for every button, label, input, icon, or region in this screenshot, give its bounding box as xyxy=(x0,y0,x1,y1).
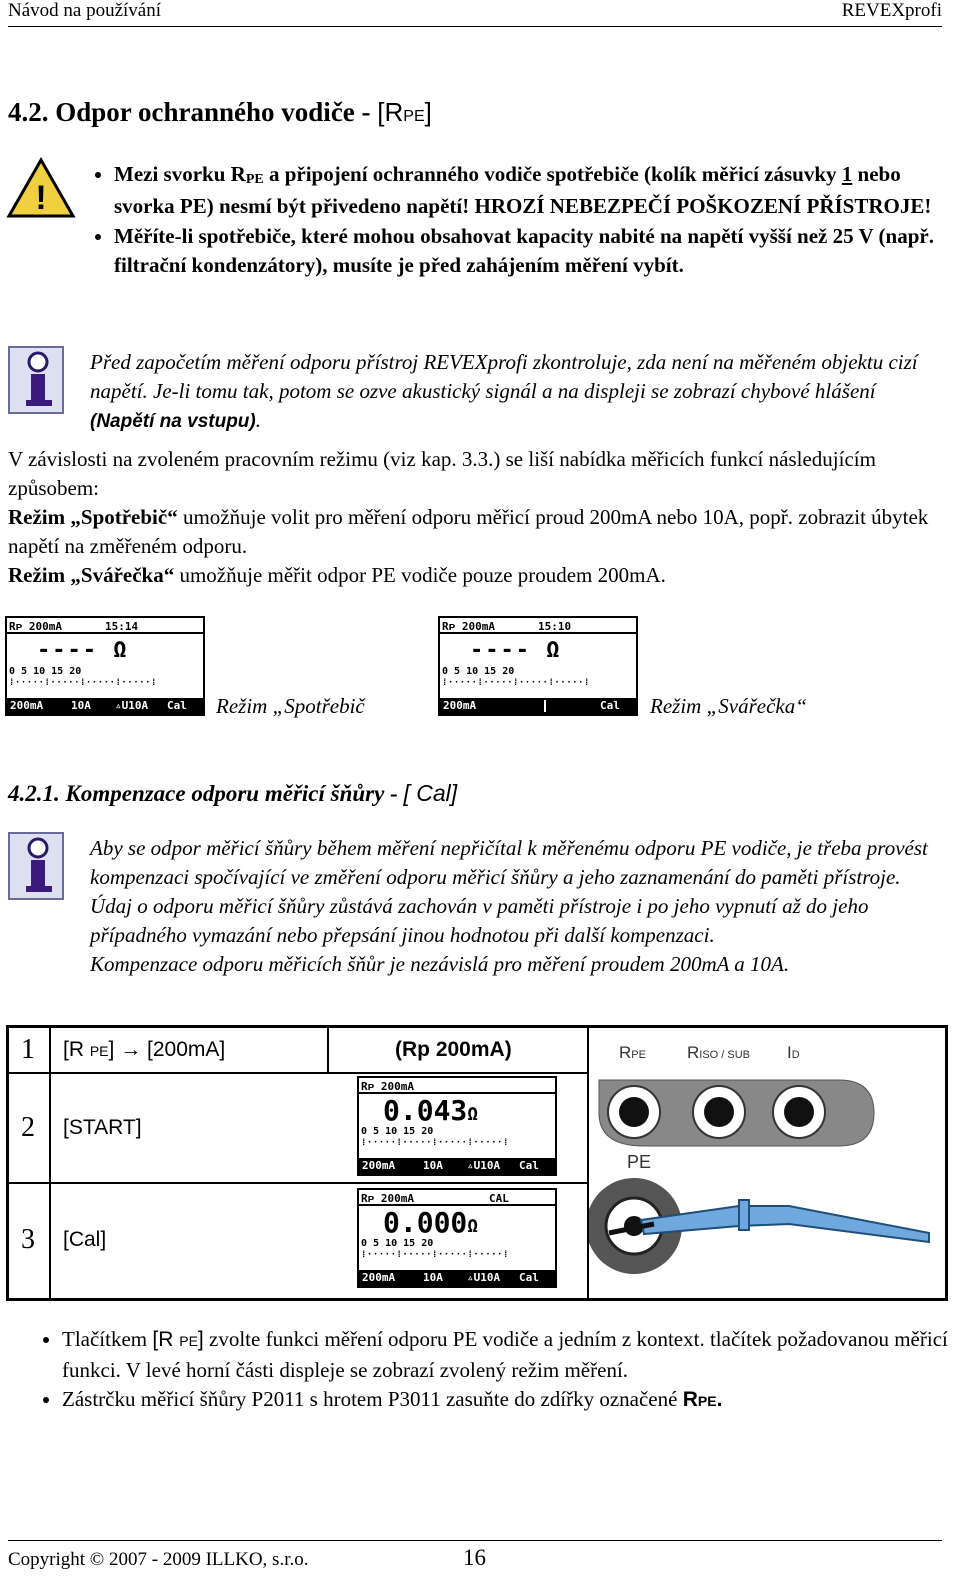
lcd-dots: ⁞·····⁞·····⁞·····⁞·····⁞ xyxy=(442,678,590,688)
lcd-time: 15:10 xyxy=(538,620,572,633)
lcd-title: Rᴘ 200mA xyxy=(361,1192,414,1205)
lcd-dots: ⁞·····⁞·····⁞·····⁞·····⁞ xyxy=(361,1138,509,1148)
lcd-cal-flag: CAL xyxy=(489,1192,509,1205)
lcd-scale: 0 5 10 15 20 xyxy=(361,1126,434,1137)
lcd-softkey-10a: 10A xyxy=(423,1159,443,1172)
header-left: Návod na používání xyxy=(8,0,162,21)
warning-item: • Mezi svorku $R_{PE}$ a připojení ochranného vodiče spotřebiče (kolík měřicí zásuvky 1 nebo svorka PE) nesmí být přivedeno napětí! HROZÍ NEBEZPEČÍ POŠKOZENÍ PŘÍSTROJE! xyxy=(114,160,954,221)
warning-item: • Měříte-li spotřebiče, které mohou obsahovat kapacity nabité na napětí vyšší než 25 V (např. filtrační kondenzátory), musíte je před zahájením měření vybít. xyxy=(114,222,954,280)
instruction-list xyxy=(30,1325,960,1416)
page-number: 16 xyxy=(463,1545,486,1570)
lcd-dots: ⁞·····⁞·····⁞·····⁞·····⁞ xyxy=(361,1250,509,1260)
subsection-title: 4.2.1. Kompenzace odporu měřicí šňůry - [ Cal] xyxy=(8,780,458,806)
lcd-softkey-10a: 10A xyxy=(71,699,91,712)
section-key: [RPE] xyxy=(377,97,432,127)
lcd-softkey-cal: Cal xyxy=(600,699,620,712)
page-footer xyxy=(8,1540,942,1581)
lcd-softkey-du10a: ▵U10A xyxy=(467,1271,501,1284)
lcd-scale: 0 5 10 15 20 xyxy=(9,666,82,677)
footer-copyright: Copyright © 2007 - 2009 ILLKO, s.r.o. xyxy=(8,1549,309,1570)
lcd-dots: ⁞·····⁞·····⁞·····⁞·····⁞ xyxy=(9,678,157,688)
lcd-value: ---- Ω xyxy=(37,638,129,663)
page-header xyxy=(8,0,942,27)
lcd-softkey-200ma: 200mA xyxy=(362,1271,396,1284)
terminal-label-id: ID xyxy=(787,1043,800,1062)
step-3-keys: [Cal] xyxy=(63,1228,107,1251)
lcd-softkey-200ma: 200mA xyxy=(362,1159,396,1172)
info-note-foreign-voltage: Před započetím měření odporu přístroj REVEXprofi zkontroluje, zda není na měřeném objektu cizí napětí. Je-li tomu tak, potom se ozve akustický signál a na displeji se zobrazí chybové hlášení (Napětí na vstupu). xyxy=(90,350,918,432)
lcd-softkey-10a: 10A xyxy=(423,1271,443,1284)
lcd-step-calibrate xyxy=(357,1188,557,1288)
header-right: REVEXprofi xyxy=(841,0,942,21)
step-1-keys: [R PE] → [200mA] xyxy=(63,1038,226,1061)
info-note-compensation: Aby se odpor měřicí šňůry během měření nepřičítal k měřenému odporu PE vodiče, je třeba provést kompenzaci spočívající ve změření odporu měřicí šňůry a jeho zaznamenání do paměti přístroje. Údaj o odporu měřicí šňůry zůstává zachován v paměti přístroje i po jeho vypnutí až do jeho případného vymazání nebo přepsání jinou hodnotou při další kompenzaci. Kompenzace odporu měřicích šňůr je nezávislá pro měření proudem 200mA a 10A. xyxy=(90,836,928,976)
instruction-item: • Tlačítkem [R PE] zvolte funkci měření odporu PE vodiče a jedním z kontext. tlačítek požadovanou měřicí funkci. V levé horní části displeje se zobrazí zvolený režim měření. xyxy=(62,1325,960,1385)
section-title xyxy=(8,97,432,128)
lcd-title: Rᴘ 200mA xyxy=(9,620,62,633)
lcd-scale: 0 5 10 15 20 xyxy=(361,1238,434,1249)
section-title-text: 4.2. Odpor ochranného vodiče - xyxy=(8,97,378,127)
step-number: 1 xyxy=(21,1034,35,1065)
paragraph-consumer-mode: Režim „Spotřebič“ umožňuje volit pro měření odporu měřicí proud 200mA nebo 10A, popř. zobrazit úbytek napětí na změřeném odporu. xyxy=(8,505,929,558)
steps-table xyxy=(6,1025,948,1301)
lcd-caption-consumer: Režim „Spotřebič xyxy=(216,694,365,718)
lcd-value: ---- Ω xyxy=(470,638,562,663)
warning-list xyxy=(82,160,954,281)
lcd-title: Rᴘ 200mA xyxy=(361,1080,414,1093)
lcd-step-measure xyxy=(357,1076,557,1176)
lcd-caption-welder: Režim „Svářečka“ xyxy=(650,694,807,718)
step-number: 3 xyxy=(21,1224,35,1255)
terminal-label-riso: RISO / SUB xyxy=(687,1043,751,1062)
paragraph-welder-mode: Režim „Svářečka“ umožňuje měřit odpor PE vodiče pouze proudem 200mA. xyxy=(8,563,666,587)
terminal-label-pe: PE xyxy=(627,1152,652,1172)
info-icon xyxy=(8,832,64,900)
subsection-key: [ Cal] xyxy=(403,780,458,806)
lcd-softkey-200ma: 200mA xyxy=(443,699,477,712)
instruction-item: • Zástrčku měřicí šňůry P2011 s hrotem P3011 zasuňte do zdířky označené RPE. xyxy=(62,1385,960,1416)
test-probe xyxy=(641,1206,929,1242)
lcd-softkey-cal: Cal xyxy=(519,1271,539,1284)
lcd-softkey-du10a: ▵U10A xyxy=(115,699,149,712)
terminal-label-rpe: RPE xyxy=(619,1043,646,1062)
terminal-panel-illustration xyxy=(589,1028,939,1292)
lcd-consumer-mode xyxy=(5,616,205,716)
svg-text:!: ! xyxy=(35,179,47,217)
lcd-welder-mode xyxy=(438,616,638,716)
lcd-value: 0.000Ω xyxy=(383,1206,479,1239)
key-rpe: [R PE] xyxy=(152,1328,204,1351)
lcd-title: Rᴘ 200mA xyxy=(442,620,495,633)
lcd-softkey-200ma: 200mA xyxy=(10,699,44,712)
step-number: 2 xyxy=(21,1112,35,1143)
step-2-keys: [START] xyxy=(63,1116,142,1139)
lcd-value: 0.043Ω xyxy=(383,1094,479,1127)
step-1-mode: (Rp 200mA) xyxy=(395,1038,512,1061)
paragraph-modes: V závislosti na zvoleném pracovním režimu (viz kap. 3.3.) se liší nabídka měřicích funkcí následujícím způsobem: xyxy=(8,447,876,500)
socket-rpe: RPE. xyxy=(682,1388,723,1411)
info-icon xyxy=(8,346,64,414)
lcd-time: 15:14 xyxy=(105,620,139,633)
warning-icon xyxy=(6,156,76,220)
lcd-softkey-du10a: ▵U10A xyxy=(467,1159,501,1172)
lcd-softkey-cal: Cal xyxy=(167,699,187,712)
lcd-scale: 0 5 10 15 20 xyxy=(442,666,515,677)
lcd-softkey-cal: Cal xyxy=(519,1159,539,1172)
